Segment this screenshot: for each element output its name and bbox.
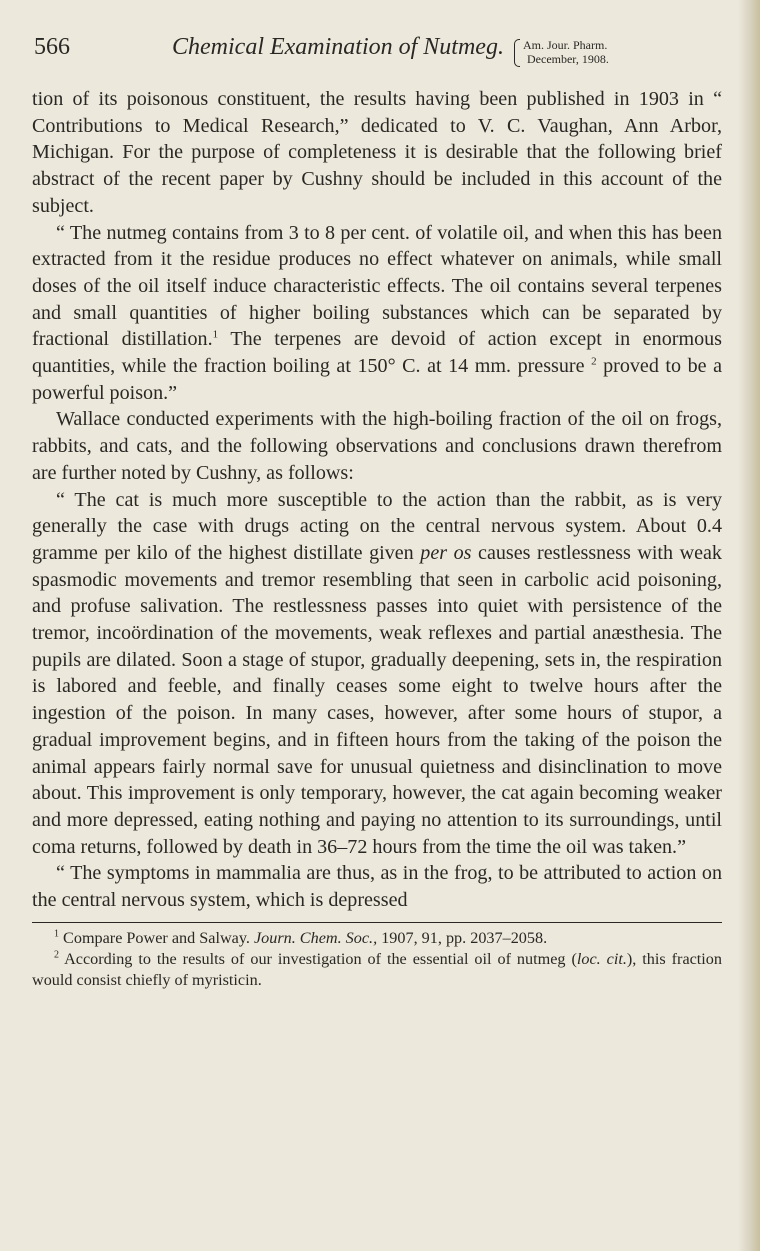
text-run: Wallace conducted experiments with the high-boiling fraction of the oil on frogs, rabbits, and cats, and the following observations and conclusions drawn therefrom are further noted by Cushny, as follows: [32,408,722,484]
running-header [32,34,722,74]
text-run: ), this fraction would consist chiefly of myristicin. [32,949,722,989]
text-run: “ The cat is much more susceptible to the action than the rabbit, as is very generally the case with drugs acting on the central nervous system. About 0.4 gramme per kilo of the highest distillate given [32,488,722,564]
footnotes [32,928,722,991]
paragraph [32,86,722,220]
body-text [32,86,722,914]
footnote [32,928,722,949]
text-run: The terpenes are devoid of action except in enormous quantities, while the fraction boiling at 150° C. at 14 mm. pressure [32,328,722,378]
footnote-marker: 1 [54,928,59,940]
footnote-divider [32,922,722,923]
paragraph [32,860,722,913]
italic-text: Journ. Chem. Soc., [253,928,378,947]
footnote-marker: 1 [212,328,219,341]
paragraph [32,406,722,486]
footnote-marker: 2 [591,355,597,368]
page-edge-shadow [738,0,760,1251]
paragraph [32,487,722,861]
italic-text: loc. cit. [576,949,627,968]
journal-citation [514,38,609,66]
footnote [32,949,722,991]
text-run: “ The symptoms in mammalia are thus, as in the frog, to be attributed to action on the central nervous system, which is depressed [32,862,722,912]
text-run: Compare Power and Salway. [59,928,254,947]
italic-text: per os [420,541,472,564]
text-run: tion of its poisonous constituent, the results having been published in 1903 in “ Contributions to Medical Research,” dedicated to V. C. Vaughan, Ann Arbor, Michigan. For the purpose of completeness it is desirable that the following brief abstract of the recent paper by Cushny should be included in this account of the subject. [32,88,722,217]
text-run: According to the results of our investigation of the essential oil of nutmeg ( [59,949,577,968]
journal-name: Am. Jour. Pharm. [523,38,608,52]
text-run: 1907, 91, pp. 2037–2058. [377,928,548,947]
footnote-marker: 2 [54,949,59,961]
text-run: causes restlessness with weak spasmodic movements and tremor resembling that seen in carbolic acid poisoning, and profuse salivation. The restlessness passes into quiet with persistence of the tremor, incoördination of the movements, weak reflexes and partial anæsthesia. The pupils are dilated. Soon a stage of stupor, gradually deepening, sets in, the respiration is labored and feeble, and finally ceases some eight to twelve hours after the ingestion of the poison. In many cases, however, after some hours of stupor, a gradual improvement begins, and in fifteen hours from the taking of the poison the animal appears fairly normal save for unusual quietness and disinclination to move about. This improvement is only temporary, however, the cat again becoming weaker and more depressed, eating nothing and paying no attention to its surroundings, until coma returns, followed by death in 36–72 hours from the time the oil was taken.” [32,541,722,858]
running-title: Chemical Examination of Nutmeg. [172,34,504,60]
text-run: proved to be a powerful poison.” [32,355,722,404]
paragraph [32,220,722,407]
page-number: 566 [34,34,70,60]
page-sheet [32,34,722,991]
journal-date: December, 1908. [527,52,609,66]
text-run: “ The nutmeg contains from 3 to 8 per cent. of volatile oil, and when this has been extracted from it the residue produces no effect whatever on animals, while small doses of the oil itself induce characteristic effects. The oil contains several terpenes and small quantities of higher boiling substances which can be separated by fractional distillation. [32,221,722,351]
